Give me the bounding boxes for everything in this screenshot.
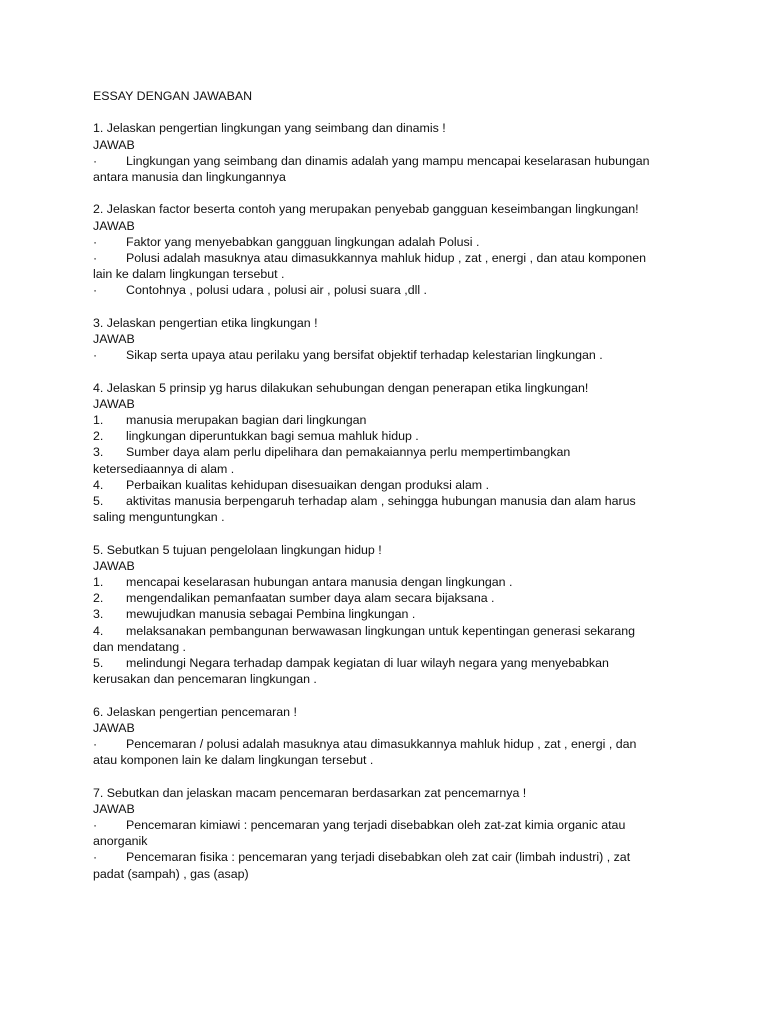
question-text: 7. Sebutkan dan jelaskan macam pencemaran berdasarkan zat pencemarnya !	[93, 785, 527, 800]
list-marker: ·	[93, 251, 98, 265]
list-marker: 2.	[93, 591, 104, 606]
list-marker: 4.	[93, 477, 104, 492]
answer-item	[93, 347, 673, 363]
answer-text-continued: anorganik	[93, 834, 148, 849]
answer-text: mengendalikan pemanfaatan sumber daya alam secara bijaksana .	[126, 591, 495, 606]
answer-text: Sumber daya alam perlu dipelihara dan pemakaiannya perlu mempertimbangkan	[126, 445, 571, 460]
list-marker: ·	[93, 818, 98, 833]
question-block	[93, 120, 673, 185]
list-marker: 3.	[93, 607, 104, 622]
answer-item	[93, 153, 673, 185]
answer-text: Pencemaran / polusi adalah masuknya atau dimasukkannya mahluk hidup , zat , energi , dan	[126, 737, 637, 752]
question-block	[93, 785, 673, 882]
answer-text: Lingkungan yang seimbang dan dinamis adalah yang mampu mencapai keselarasan hubungan	[126, 153, 650, 168]
answer-text: melaksanakan pembangunan berwawasan lingkungan untuk kepentingan generasi sekarang	[126, 623, 636, 638]
answer-text: Perbaikan kualitas kehidupan disesuaikan dengan produksi alam .	[126, 477, 490, 492]
answer-item	[93, 250, 673, 282]
answer-text: lingkungan diperuntukkan bagi semua mahluk hidup .	[126, 429, 419, 444]
answer-label: JAWAB	[93, 137, 135, 152]
list-marker: 5.	[93, 494, 104, 509]
answer-text-continued: padat (sampah) , gas (asap)	[93, 866, 249, 881]
question-block	[93, 315, 673, 364]
answer-text: Contohnya , polusi udara , polusi air , polusi suara ,dll .	[126, 283, 427, 298]
answer-text-continued: antara manusia dan lingkungannya	[93, 170, 286, 184]
list-marker: ·	[93, 737, 98, 752]
answer-text-continued: atau komponen lain ke dalam lingkungan tersebut .	[93, 753, 374, 768]
answer-text: melindungi Negara terhadap dampak kegiatan di luar wilayh negara yang menyebabkan	[126, 656, 609, 671]
list-marker: ·	[93, 348, 98, 363]
answer-text: Sikap serta upaya atau perilaku yang bersifat objektif terhadap kelestarian lingkungan .	[126, 348, 603, 363]
question-block	[93, 380, 673, 526]
list-marker: 4.	[93, 623, 104, 638]
answer-label: JAWAB	[93, 396, 135, 411]
answer-label: JAWAB	[93, 558, 135, 573]
answer-text: mencapai keselarasan hubungan antara manusia dengan lingkungan .	[126, 575, 513, 590]
document-title: ESSAY DENGAN JAWABAN	[93, 89, 253, 103]
answer-item	[93, 477, 673, 493]
list-marker: 2.	[93, 429, 104, 444]
question-block	[93, 704, 673, 769]
answer-item	[93, 590, 673, 606]
answer-item	[93, 493, 673, 525]
answer-item	[93, 412, 673, 428]
answer-text: Pencemaran kimiawi : pencemaran yang terjadi disebabkan oleh zat-zat kimia organic atau	[126, 818, 626, 833]
answer-item	[93, 655, 673, 687]
answer-item	[93, 736, 673, 768]
answer-text: Polusi adalah masuknya atau dimasukkannya mahluk hidup , zat , energi , dan atau komponen	[126, 251, 647, 265]
answer-label: JAWAB	[93, 801, 135, 816]
answer-text-continued: saling menguntungkan .	[93, 510, 225, 525]
answer-label: JAWAB	[93, 218, 135, 233]
answer-item	[93, 606, 673, 622]
answer-text: mewujudkan manusia sebagai Pembina lingkungan .	[126, 607, 416, 622]
list-marker: ·	[93, 234, 98, 249]
document-body	[93, 88, 673, 898]
answer-item	[93, 444, 673, 476]
answer-text: aktivitas manusia berpengaruh terhadap alam , sehingga hubungan manusia dan alam harus	[126, 494, 636, 509]
answer-item	[93, 849, 673, 881]
answer-item	[93, 574, 673, 590]
answer-item	[93, 234, 673, 250]
list-marker: 3.	[93, 445, 104, 460]
answer-text: Pencemaran fisika : pencemaran yang terjadi disebabkan oleh zat cair (limbah industri) , zat	[126, 850, 631, 865]
question-text: 3. Jelaskan pengertian etika lingkungan !	[93, 315, 318, 330]
question-block	[93, 201, 673, 298]
list-marker: ·	[93, 283, 98, 298]
answer-label: JAWAB	[93, 720, 135, 735]
answer-item	[93, 282, 673, 298]
answer-text: Faktor yang menyebabkan gangguan lingkungan adalah Polusi .	[126, 234, 480, 249]
question-text: 5. Sebutkan 5 tujuan pengelolaan lingkungan hidup !	[93, 542, 382, 557]
question-text: 4. Jelaskan 5 prinsip yg harus dilakukan sehubungan dengan penerapan etika lingkungan!	[93, 380, 589, 395]
question-text: 2. Jelaskan factor beserta contoh yang merupakan penyebab gangguan keseimbangan lingkungan!	[93, 202, 639, 217]
answer-item	[93, 623, 673, 655]
list-marker: 1.	[93, 575, 104, 590]
answer-text-continued: ketersediaannya di alam .	[93, 461, 235, 476]
question-block	[93, 542, 673, 688]
answer-label: JAWAB	[93, 332, 135, 346]
answer-text-continued: dan mendatang .	[93, 639, 187, 654]
list-marker: ·	[93, 850, 98, 865]
question-text: 1. Jelaskan pengertian lingkungan yang seimbang dan dinamis !	[93, 121, 446, 136]
answer-item	[93, 428, 673, 444]
list-marker: 1.	[93, 413, 104, 427]
answer-text-continued: kerusakan dan pencemaran lingkungan .	[93, 672, 317, 687]
answer-text-continued: lain ke dalam lingkungan tersebut .	[93, 267, 285, 282]
question-text: 6. Jelaskan pengertian pencemaran !	[93, 704, 297, 719]
list-marker: 5.	[93, 656, 104, 671]
answer-text: manusia merupakan bagian dari lingkungan	[126, 413, 367, 427]
answer-item	[93, 817, 673, 849]
list-marker: ·	[93, 153, 98, 168]
